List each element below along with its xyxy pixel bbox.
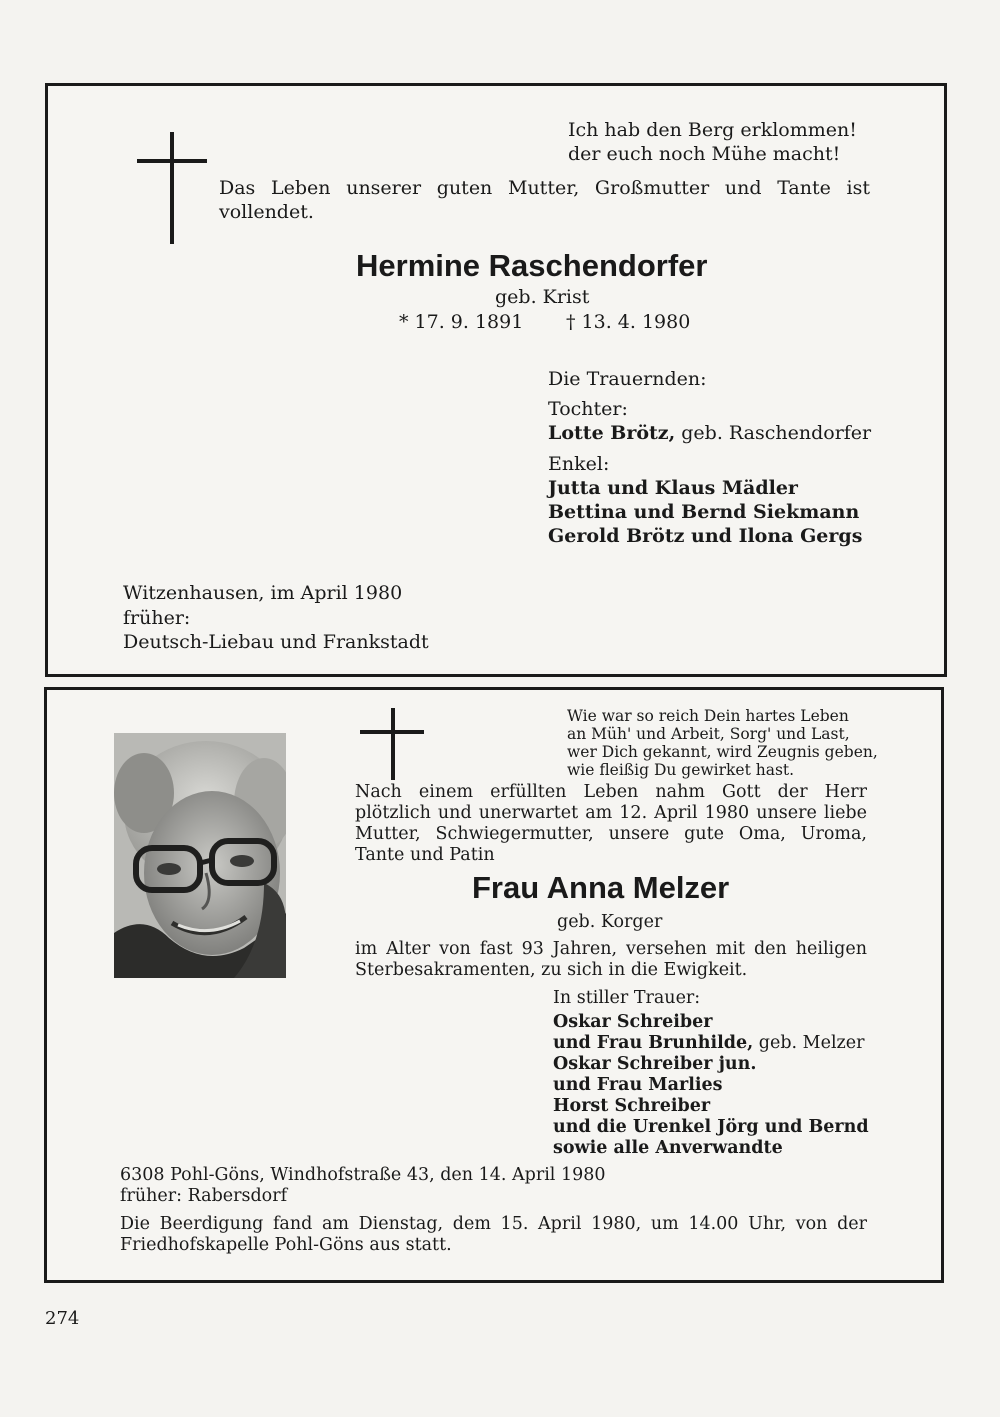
verse-line: der euch noch Mühe macht! bbox=[568, 143, 841, 165]
grandchild-entry: Gerold Brötz und Ilona Gergs bbox=[548, 525, 863, 547]
mourner-entry bbox=[553, 1033, 864, 1054]
mourner-entry bbox=[553, 1054, 756, 1075]
age-text: im Alter von fast 93 Jahren, versehen mit den heiligen Sterbesakramenten, zu sich in die Ewigkeit. bbox=[355, 939, 867, 980]
page-number: 274 bbox=[45, 1308, 80, 1329]
mourner-bold: und Frau Marlies bbox=[553, 1075, 723, 1095]
verse-line: Wie war so reich Dein hartes Leben bbox=[567, 707, 849, 725]
former-residence: früher: Rabersdorf bbox=[120, 1186, 288, 1206]
death-date: † 13. 4. 1980 bbox=[566, 311, 691, 333]
intro-text: Das Leben unserer guten Mutter, Großmutter und Tante ist vollendet. bbox=[219, 177, 870, 223]
daughter-label: Tochter: bbox=[548, 398, 628, 420]
mourner-entry bbox=[553, 1075, 722, 1096]
mourner-entry bbox=[553, 1138, 783, 1159]
address: 6308 Pohl-Göns, Windhofstraße 43, den 14. April 1980 bbox=[120, 1165, 606, 1185]
grandchildren-label: Enkel: bbox=[548, 453, 610, 475]
deceased-name: Frau Anna Melzer bbox=[472, 870, 730, 905]
place-date: Witzenhausen, im April 1980 bbox=[123, 582, 403, 604]
verse-line: Ich hab den Berg erklommen! bbox=[568, 119, 857, 141]
mourner-rest: geb. Melzer bbox=[753, 1033, 865, 1053]
mourner-entry bbox=[553, 1096, 710, 1117]
mourner-bold: Oskar Schreiber jun. bbox=[553, 1054, 757, 1074]
maiden-name: geb. Korger bbox=[557, 912, 663, 932]
mourners-heading: Die Trauernden: bbox=[548, 368, 707, 390]
mourner-bold: und die Urenkel Jörg und Bernd bbox=[553, 1117, 869, 1137]
formerly-label: früher: bbox=[123, 607, 191, 629]
mourner-bold: Oskar Schreiber bbox=[553, 1012, 713, 1032]
grandchild-entry: Bettina und Bernd Siekmann bbox=[548, 501, 860, 523]
maiden-name: geb. Krist bbox=[495, 286, 590, 308]
portrait-photo bbox=[114, 733, 286, 978]
mourner-entry bbox=[553, 1117, 869, 1138]
deceased-name: Hermine Raschendorfer bbox=[356, 248, 708, 283]
former-residence: Deutsch-Liebau und Frankstadt bbox=[123, 631, 429, 653]
mourning-heading: In stiller Trauer: bbox=[553, 988, 701, 1008]
mourner-entry bbox=[553, 1012, 712, 1033]
mourner-bold: und Frau Brunhilde, bbox=[553, 1033, 754, 1053]
verse-line: an Müh' und Arbeit, Sorg' und Last, bbox=[567, 725, 850, 743]
mourner-bold: sowie alle Anverwandte bbox=[553, 1138, 783, 1158]
daughter-name: Lotte Brötz, bbox=[548, 422, 676, 444]
funeral-notice: Die Beerdigung fand am Dienstag, dem 15. April 1980, um 14.00 Uhr, von der Friedhofskapelle Pohl-Göns aus statt. bbox=[120, 1214, 867, 1255]
birth-date: * 17. 9. 1891 bbox=[399, 311, 524, 333]
mourner-bold: Horst Schreiber bbox=[553, 1096, 711, 1116]
intro-text: Nach einem erfüllten Leben nahm Gott der Herr plötzlich und unerwartet am 12. April 1980 unsere liebe Mutter, Schwiegermutter, unsere gute Oma, Uroma, Tante und Patin bbox=[355, 782, 867, 865]
verse-line: wer Dich gekannt, wird Zeugnis geben, bbox=[567, 743, 878, 761]
daughter-maiden-name: geb. Raschendorfer bbox=[681, 422, 872, 444]
verse-line: wie fleißig Du gewirket hast. bbox=[567, 761, 795, 779]
daughter-line bbox=[548, 421, 871, 445]
grandchild-entry: Jutta und Klaus Mädler bbox=[548, 477, 798, 499]
